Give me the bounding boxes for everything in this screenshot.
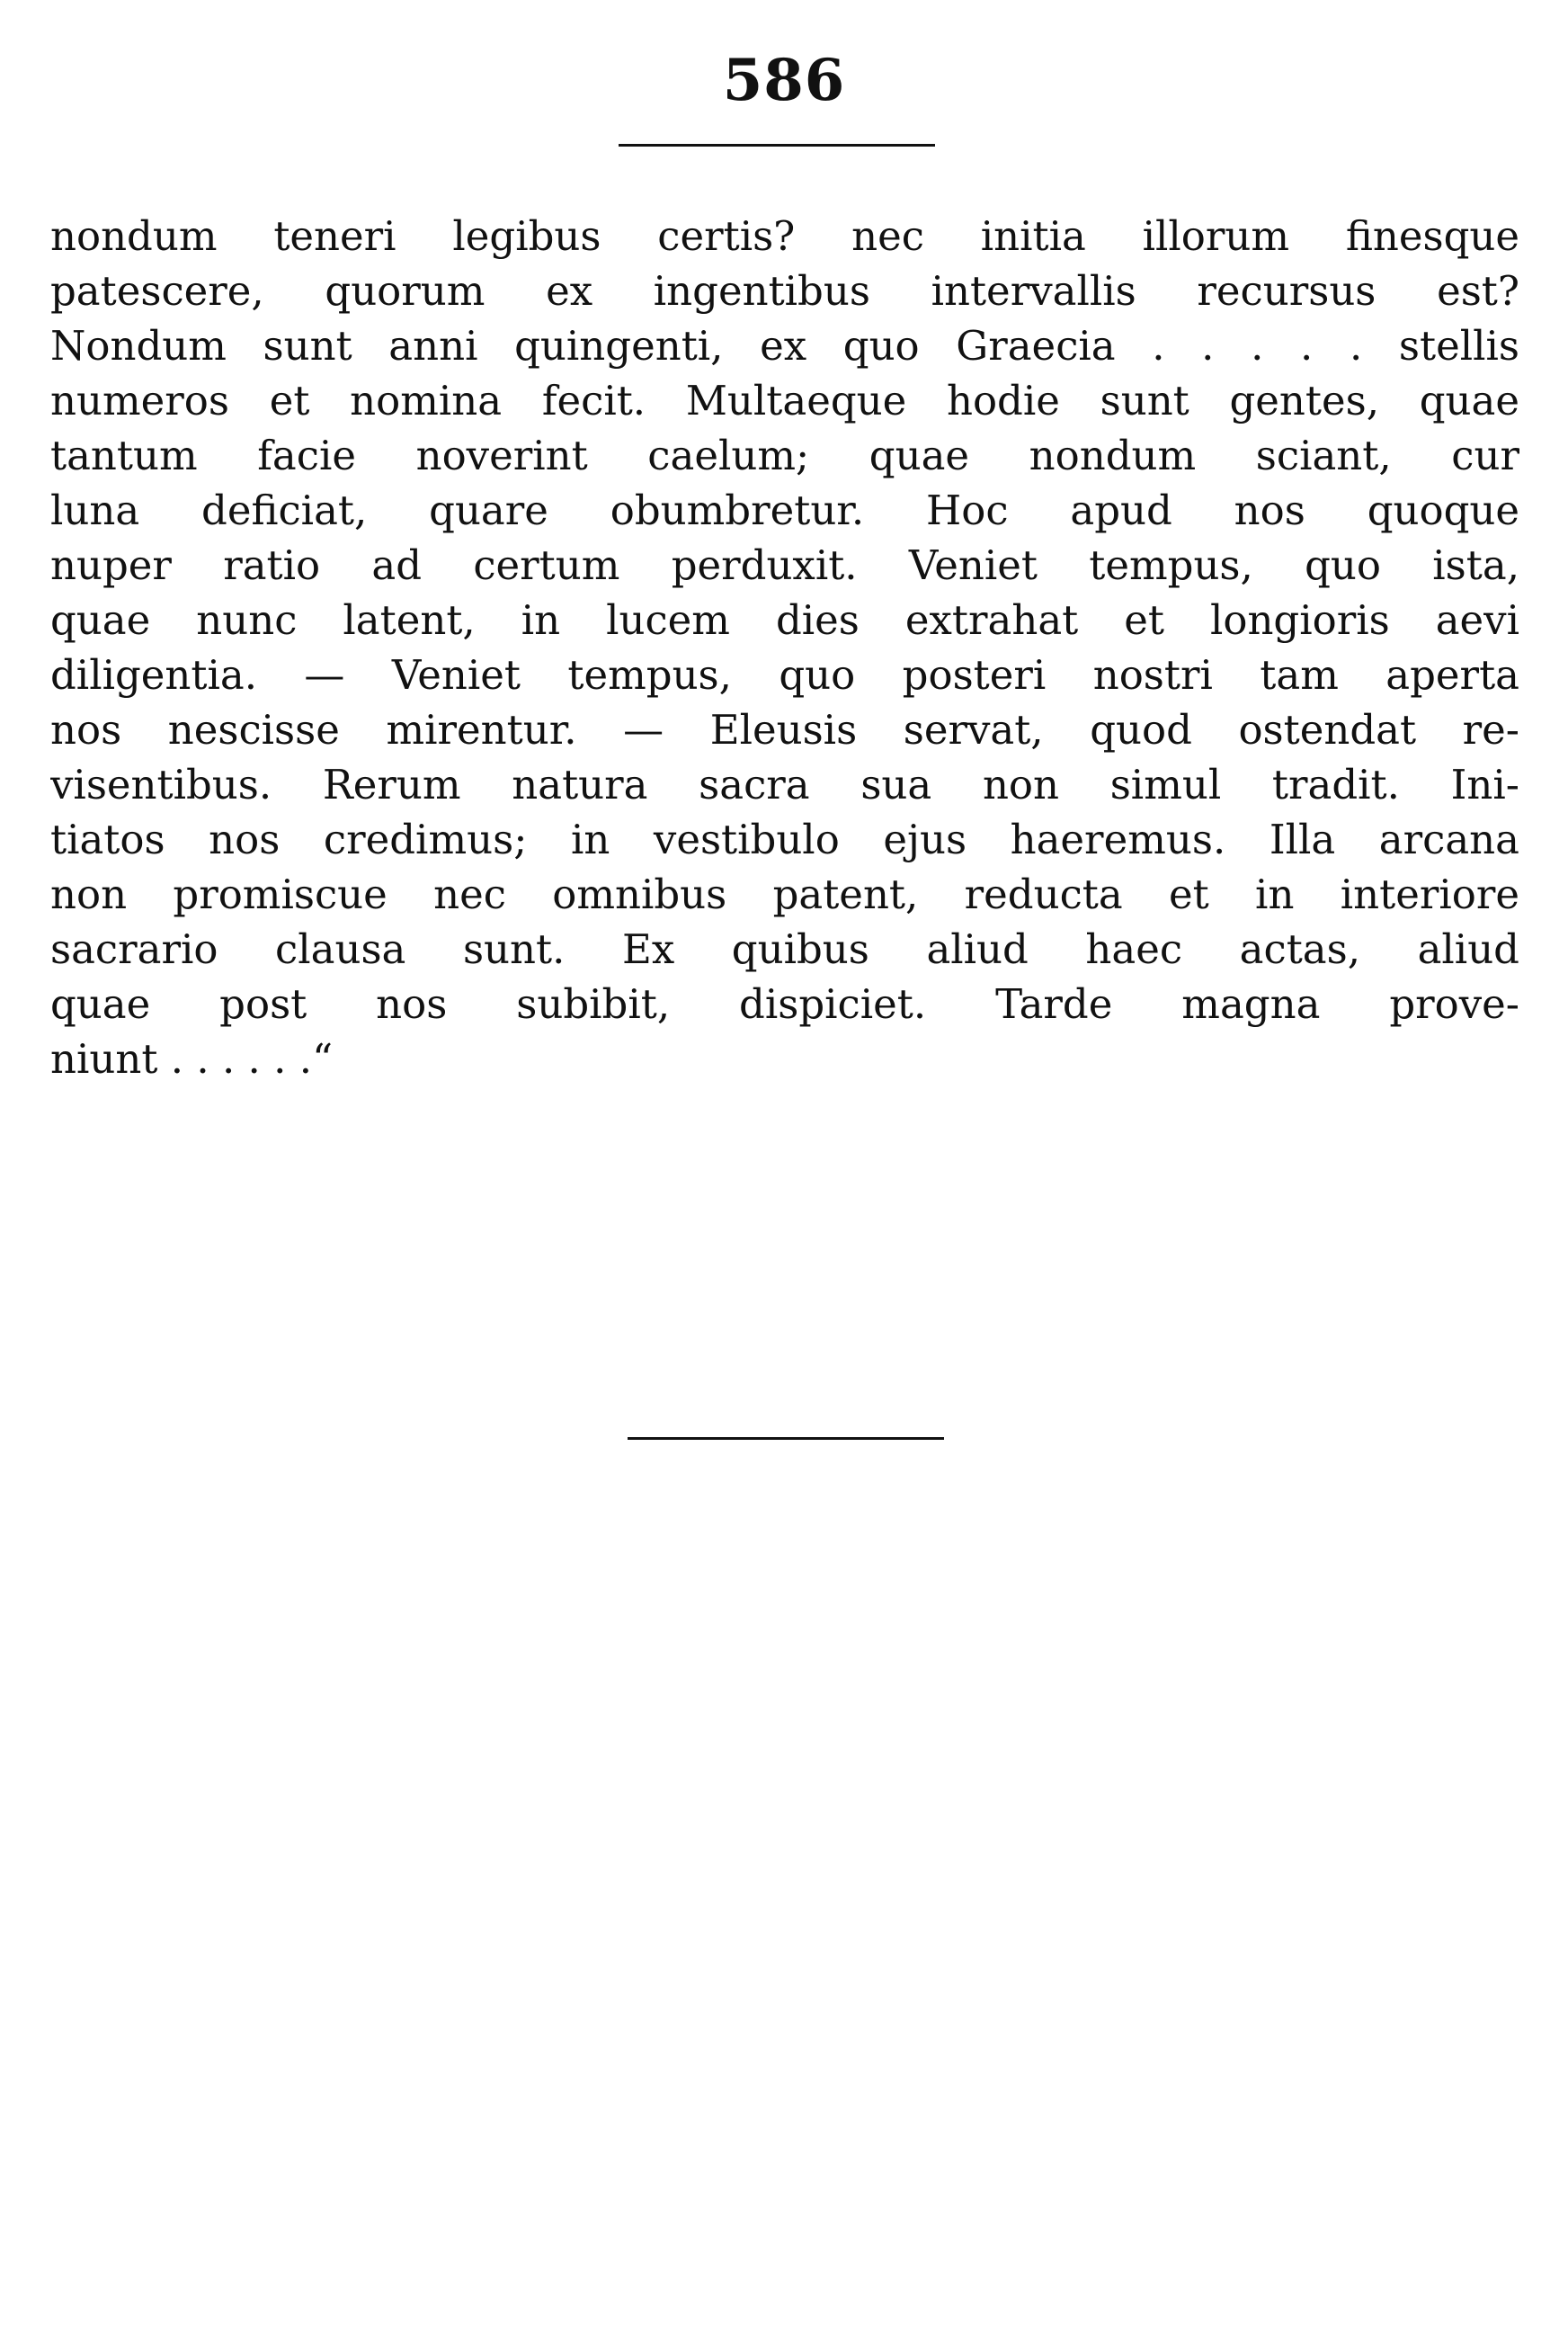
- text-line: niunt . . . . . .“: [50, 1035, 334, 1083]
- text-line: non promiscue nec omnibus patent, reducta et in interiore: [50, 871, 1519, 918]
- text-line: patescere, quorum ex ingentibus intervallis recursus est?: [50, 267, 1519, 315]
- text-line: sacrario clausa sunt. Ex quibus aliud haec actas, aliud: [50, 925, 1519, 973]
- page-number: 586: [722, 47, 846, 114]
- text-line: quae post nos subibit, dispiciet. Tarde magna prove-: [50, 980, 1519, 1028]
- text-line: numeros et nomina fecit. Multaeque hodie sunt gentes, quae: [50, 377, 1519, 424]
- text-line: luna deficiat, quare obumbretur. Hoc apud nos quoque: [50, 487, 1519, 534]
- text-line: Nondum sunt anni quingenti, ex quo Graecia . . . . . stellis: [50, 322, 1519, 370]
- text-line: visentibus. Rerum natura sacra sua non simul tradit. Ini-: [50, 761, 1519, 808]
- text-line: nondum teneri legibus certis? nec initia illorum finesque: [50, 212, 1519, 260]
- text-line: diligentia. — Veniet tempus, quo posteri nostri tam aperta: [50, 651, 1519, 699]
- header-rule: [619, 144, 935, 147]
- text-line: nos nescisse mirentur. — Eleusis servat, quod ostendat re-: [50, 706, 1519, 754]
- text-line: tiatos nos credimus; in vestibulo ejus haeremus. Illa arcana: [50, 816, 1519, 863]
- text-line: quae nunc latent, in lucem dies extrahat et longioris aevi: [50, 596, 1519, 644]
- footer-rule: [628, 1437, 944, 1440]
- text-line: tantum facie noverint caelum; quae nondum sciant, cur: [50, 432, 1519, 479]
- text-line: nuper ratio ad certum perduxit. Veniet tempus, quo ista,: [50, 541, 1519, 589]
- body-text: [50, 209, 1519, 1086]
